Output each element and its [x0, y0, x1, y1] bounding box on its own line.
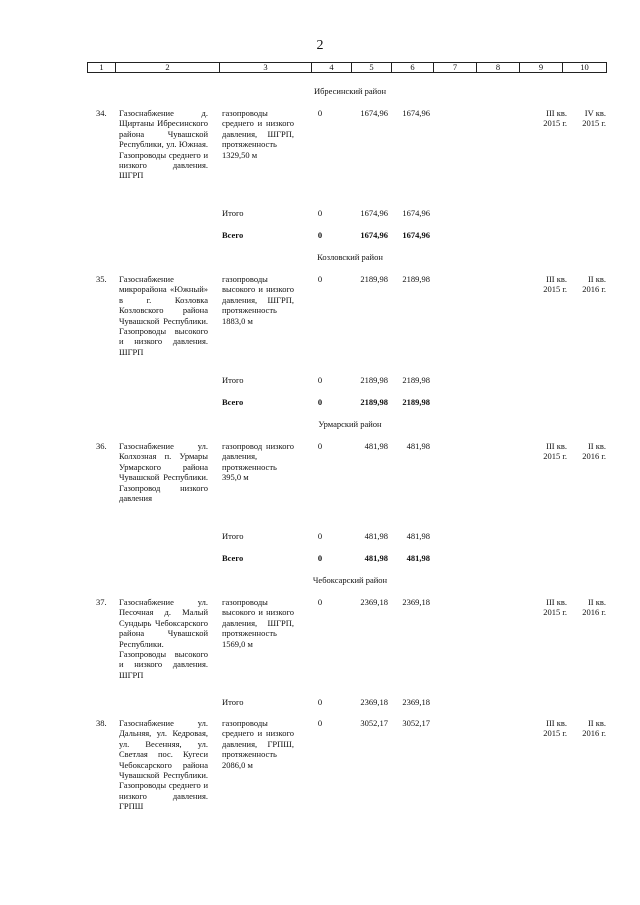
vsego-col4: 0 — [317, 553, 323, 563]
entry-number: 37. — [96, 597, 107, 607]
entry-col4: 0 — [317, 274, 323, 284]
entry-name: Газоснабжение микрорайона «Южный» в г. Козловка Козловского района Чувашской Республики. Газопроводы высокого и низкого давления. ШГРП — [119, 274, 208, 357]
entry-number: 36. — [96, 441, 107, 451]
itogo-label: Итого — [222, 531, 244, 541]
column-number: 2 — [116, 63, 220, 73]
vsego-label: Всего — [222, 397, 244, 407]
column-number: 3 — [220, 63, 312, 73]
entry-end-date: II кв. 2016 г. — [582, 597, 606, 618]
entry-end-date: II кв. 2016 г. — [582, 718, 606, 739]
column-number: 5 — [352, 63, 392, 73]
entry-col6: 2369,18 — [402, 597, 430, 607]
column-number-header — [87, 62, 607, 73]
column-number: 7 — [434, 63, 477, 73]
vsego-col4: 0 — [317, 397, 323, 407]
itogo-col4: 0 — [317, 375, 323, 385]
entry-col6: 481,98 — [406, 441, 430, 451]
itogo-col5: 481,98 — [364, 531, 388, 541]
itogo-col5: 2369,18 — [360, 697, 388, 707]
column-number: 1 — [88, 63, 116, 73]
entry-start-date: III кв. 2015 г. — [543, 597, 567, 618]
entry-col4: 0 — [317, 108, 323, 118]
itogo-label: Итого — [222, 697, 244, 707]
entry-col5: 1674,96 — [360, 108, 388, 118]
entry-col4: 0 — [317, 597, 323, 607]
column-number: 4 — [312, 63, 352, 73]
itogo-col5: 1674,96 — [360, 208, 388, 218]
itogo-col4: 0 — [317, 697, 323, 707]
itogo-label: Итого — [222, 208, 244, 218]
entry-col6: 2189,98 — [402, 274, 430, 284]
column-number: 6 — [392, 63, 434, 73]
entry-number: 34. — [96, 108, 107, 118]
itogo-col6: 1674,96 — [402, 208, 430, 218]
entry-name: Газоснабжение ул. Колхозная п. Урмары Урмарского района Чувашской Республики. Газопровод низкого давления — [119, 441, 208, 504]
entry-start-date: III кв. 2015 г. — [543, 441, 567, 462]
entry-description: газопроводы высокого и низкого давления, ШГРП, протяженность 1883,0 м — [222, 274, 294, 326]
entry-description: газопроводы среднего и низкого давления, ШГРП, протяженность 1329,50 м — [222, 108, 294, 160]
entry-description: газопровод низкого давления, протяженность 395,0 м — [222, 441, 294, 483]
district-heading: Урмарский район — [318, 419, 382, 429]
entry-description: газопроводы среднего и низкого давления, ГРПШ, протяженность 2086,0 м — [222, 718, 294, 770]
entry-number: 38. — [96, 718, 107, 728]
entry-number: 35. — [96, 274, 107, 284]
entry-col6: 1674,96 — [402, 108, 430, 118]
entry-col4: 0 — [317, 718, 323, 728]
entry-name: Газоснабжение ул. Дальняя, ул. Кедровая, ул. Весенняя, ул. Светлая пос. Кугеси Чебоксарского района Чувашской Республики. Газопроводы среднего и низкого давления. ГРПШ — [119, 718, 208, 812]
itogo-col6: 481,98 — [406, 531, 430, 541]
entry-start-date: III кв. 2015 г. — [543, 718, 567, 739]
itogo-col6: 2369,18 — [402, 697, 430, 707]
entry-name: Газоснабжение д. Щиртаны Ибресинского района Чувашской Республики, ул. Южная. Газопроводы среднего и низкого давления. ШГРП — [119, 108, 208, 181]
vsego-label: Всего — [222, 230, 244, 240]
itogo-col4: 0 — [317, 208, 323, 218]
entry-end-date: II кв. 2016 г. — [582, 274, 606, 295]
entry-end-date: II кв. 2016 г. — [582, 441, 606, 462]
entry-name: Газоснабжение ул. Песочная д. Малый Сундырь Чебоксарского района Чувашской Республики. Газопроводы высокого и низкого давления. ШГРП — [119, 597, 208, 680]
vsego-label: Всего — [222, 553, 244, 563]
vsego-col4: 0 — [317, 230, 323, 240]
entry-col6: 3052,17 — [402, 718, 430, 728]
column-number: 10 — [563, 63, 607, 73]
vsego-col6: 1674,96 — [402, 230, 430, 240]
entry-description: газопроводы высокого и низкого давления, ШГРП, протяженность 1569,0 м — [222, 597, 294, 649]
district-heading: Козловский район — [317, 252, 383, 262]
column-number: 9 — [520, 63, 563, 73]
district-heading: Чебоксарский район — [312, 575, 388, 585]
district-heading: Ибресинский район — [313, 86, 387, 96]
entry-col5: 2369,18 — [360, 597, 388, 607]
itogo-col5: 2189,98 — [360, 375, 388, 385]
entry-col4: 0 — [317, 441, 323, 451]
entry-start-date: III кв. 2015 г. — [543, 274, 567, 295]
entry-col5: 3052,17 — [360, 718, 388, 728]
entry-col5: 2189,98 — [360, 274, 388, 284]
itogo-label: Итого — [222, 375, 244, 385]
vsego-col5: 1674,96 — [360, 230, 388, 240]
entry-col5: 481,98 — [364, 441, 388, 451]
itogo-col4: 0 — [317, 531, 323, 541]
vsego-col6: 2189,98 — [402, 397, 430, 407]
vsego-col5: 2189,98 — [360, 397, 388, 407]
column-number: 8 — [477, 63, 520, 73]
itogo-col6: 2189,98 — [402, 375, 430, 385]
vsego-col5: 481,98 — [364, 553, 388, 563]
entry-end-date: IV кв. 2015 г. — [582, 108, 606, 129]
vsego-col6: 481,98 — [406, 553, 430, 563]
entry-start-date: III кв. 2015 г. — [543, 108, 567, 129]
page-number: 2 — [316, 38, 324, 53]
